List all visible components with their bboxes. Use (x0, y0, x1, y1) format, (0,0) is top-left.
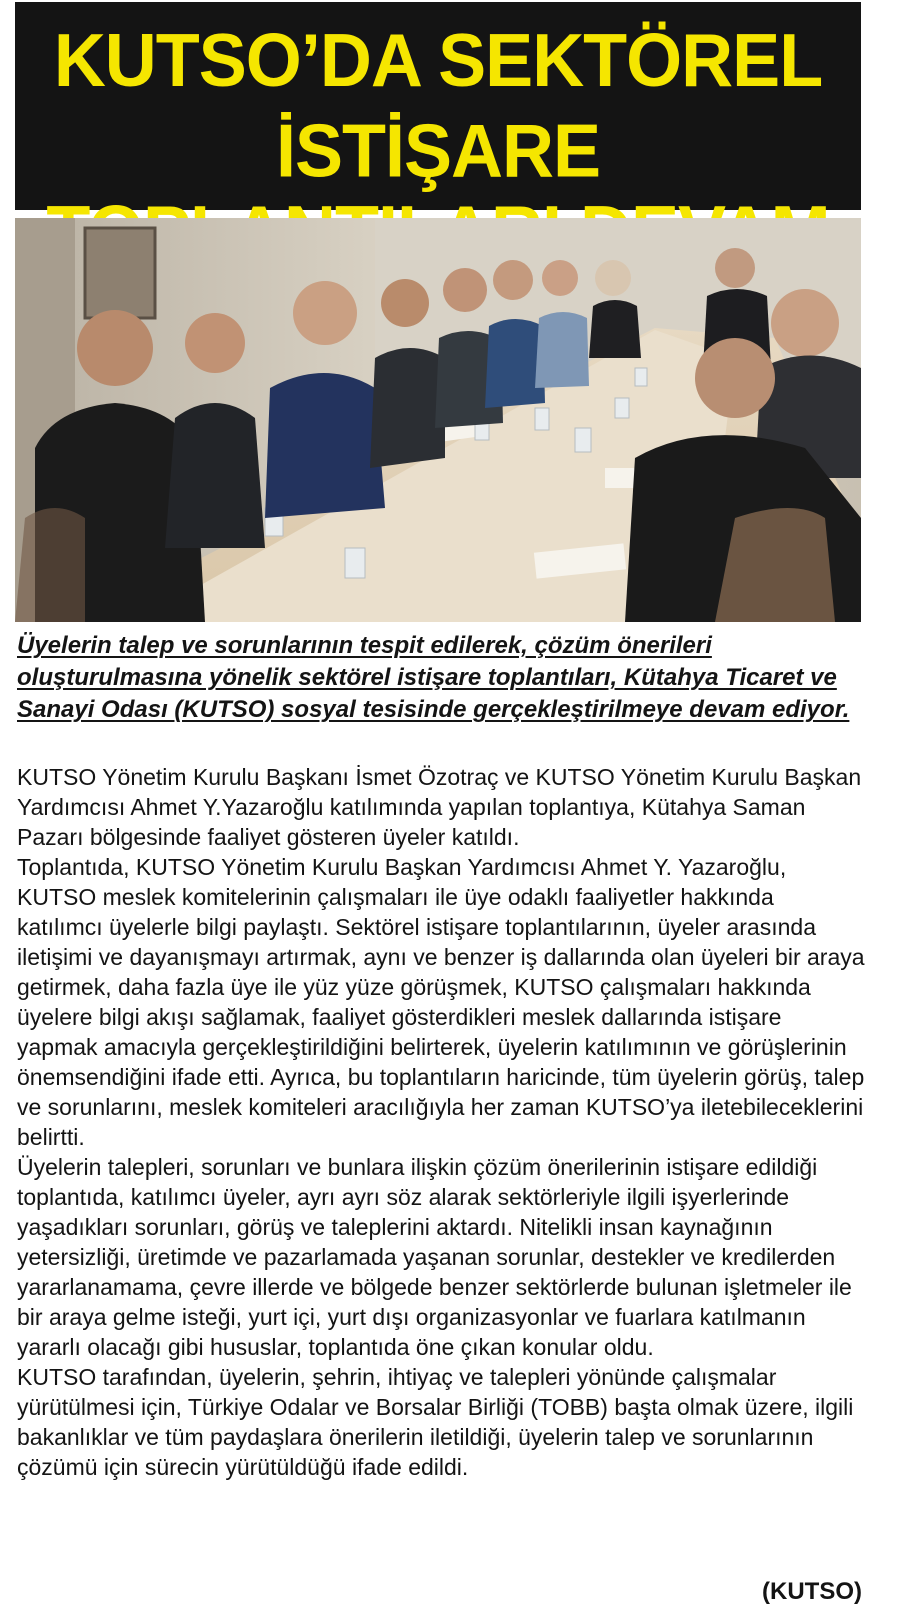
meeting-photo-illustration (15, 218, 861, 622)
article-paragraph-4: KUTSO tarafından, üyelerin, şehrin, ihtiyaç ve talepleri yönünde çalışmalar yürütülmesi için, Türkiye Odalar ve Borsalar Birliği (TOBB) başta olmak üzere, ilgili bakanlıklar ve tüm paydaşlara önerilerin iletildiği, üyelerin talep ve sorunlarının çözümü için sürecin yürütüldüğü ifade edildi. (17, 1364, 854, 1480)
headline-banner (15, 2, 861, 210)
source-credit: (KUTSO) (762, 1578, 862, 1605)
meeting-photo (15, 218, 861, 622)
article-paragraph-1: KUTSO Yönetim Kurulu Başkanı İsmet Özotraç ve KUTSO Yönetim Kurulu Başkan Yardımcısı Ahmet Y.Yazaroğlu katılımında yapılan toplantıya, Kütahya Saman Pazarı bölgesinde faaliyet gösteren üyeler katıldı. (17, 764, 862, 850)
article-paragraph-2: Toplantıda, KUTSO Yönetim Kurulu Başkan Yardımcısı Ahmet Y. Yazaroğlu, KUTSO meslek komitelerinin çalışmaları ile üye odaklı faaliyetler hakkında katılımcı üyelerle bilgi paylaştı. Sektörel istişare toplantılarının, üyeler arasında iletişimi ve dayanışmayı artırmak, aynı ve benzer iş dallarında olan üyeleri bir araya getirmek, daha fazla üye ile yüz yüze görüşmek, KUTSO çalışmaları hakkında üyelere bilgi akışı sağlamak, faaliyet gösterdikleri meslek dallarında istişare yapmak amacıyla gerçekleştirildiğini belirterek, üyelerin katılımının ve görüşlerinin önemsendiğini ifade etti. Ayrıca, bu toplantıların haricinde, tüm üyelerin görüş, talep ve sorunlarını, meslek komiteleri aracılığıyla her zaman KUTSO’ya iletebileceklerini belirtti. (17, 854, 865, 1150)
lead-paragraph (17, 630, 857, 726)
article-body (17, 762, 865, 1482)
headline-line-1: KUTSO’DA SEKTÖREL İSTİŞARE (53, 18, 823, 194)
lead-text: Üyelerin talep ve sorunlarının tespit edilerek, çözüm önerileri oluşturulmasına yönelik sektörel istişare toplantıları, Kütahya Ticaret ve Sanayi Odası (KUTSO) sosyal tesisinde gerçekleştirilmeye devam ediyor. (17, 632, 850, 723)
article-paragraph-3: Üyelerin talepleri, sorunları ve bunlara ilişkin çözüm önerilerinin istişare edildiği toplantıda, katılımcı üyeler, ayrı ayrı söz alarak sektörleriyle ilgili işyerlerinde yaşadıkları sorunları, görüş ve taleplerini aktardı. Nitelikli insan kaynağının yetersizliği, üretimde ve pazarlamada yaşanan sorunlar, destekler ve kredilerden yararlanamama, çevre illerde ve bölgede benzer sektörlerde bulunan işletmeler ile bir araya gelme isteği, yurt içi, yurt dışı organizasyonlar ve fuarlara katılmanın yararlı olacağı gibi hususlar, toplantıda öne çıkan konular oldu. (17, 1154, 852, 1360)
